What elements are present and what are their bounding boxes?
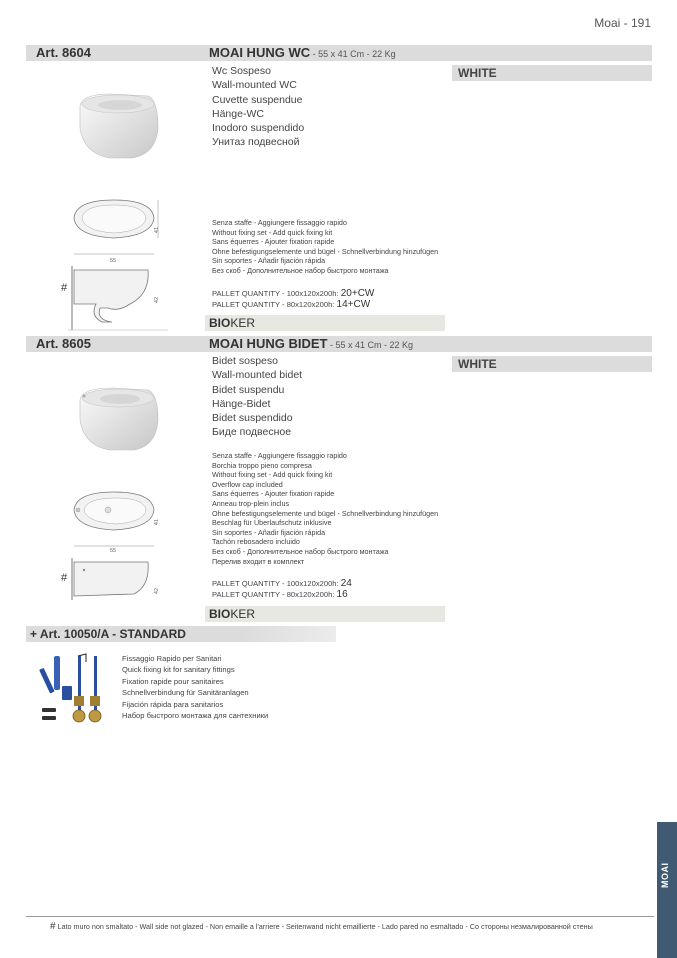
dimension-width-label: 55 (110, 258, 117, 264)
section-side-tab: MOAI (657, 822, 677, 958)
bidet-top-view-drawing (68, 484, 168, 559)
footer-note: # Lato muro non smaltato - Wall side not glazed - Non emaille a l'arriere - Seitenwand nicht emaillierte - Lado pared no esmaltado - Со стороны незмалированной стены (50, 921, 593, 932)
bidet-side-view-drawing (68, 556, 168, 606)
unglazed-marker: # (61, 282, 68, 294)
finish-label: WHITE (452, 65, 652, 81)
product-names: Wc Sospeso Wall-mounted WC Cuvette suspendue Hänge-WC Inodoro suspendido Унитаз подвесной (212, 65, 305, 149)
brand-label: BIOKER (205, 315, 445, 331)
bidet-product-image (72, 380, 172, 455)
finish-label: WHITE (452, 356, 652, 372)
brand-label: BIOKER (205, 606, 445, 622)
quick-fixing-kit-image (38, 650, 118, 728)
accessory-title: + Art. 10050/A - STANDARD (30, 627, 186, 641)
article-number: Art. 8604 (26, 45, 211, 61)
footer-divider (26, 916, 654, 917)
page-number: Moai - 191 (594, 16, 651, 30)
dimension-width-label: 55 (110, 548, 117, 554)
fixing-notes: Senza staffe - Aggiungere fissaggio rapido Without fixing set - Add quick fixing kit Sans équerres - Ajouter fixation rapide Ohne befestigungselemente und bügel - Schnellverbindung hinzufügen Sin soportes - Añadir fijación rápida Без скоб - Дополнительное набор быстрого монтажа (212, 218, 439, 275)
dimension-depth-label: 41 (154, 226, 161, 234)
product-dimensions: - 55 x 41 Cm - 22 Kg (310, 49, 396, 59)
fixing-notes: Senza staffe - Aggiungere fissaggio rapido Borchia troppo pieno compresa Without fixing set - Add quick fixing kit Overflow cap included Sans équerres - Ajouter fixation rapide Anneau trop-plein inclus Ohne befestigungselemente und bügel - Schnellverbindung hinzufügen Beschlag für Überlaufschutz inklusive Sin soportes - Añadir fijación rápida Tachón rebosadero incluido Без скоб - Дополнительное набор быстрого монтажа Перелив входит в комплект (212, 451, 439, 566)
product-names: Bidet sospeso Wall-mounted bidet Bidet suspendu Hänge-Bidet Bidet suspendido Биде подвесное (212, 355, 303, 439)
unglazed-marker: # (61, 572, 68, 584)
accessory-description: Fissaggio Rapido per Sanitari Quick fixing kit for sanitary fittings Fixation rapide pour sanitaires Schnellverbindung für Sanitäranlagen Fijación rápida para sanitarios Набор быстрого монтажа для сантехники (122, 654, 269, 721)
product-dimensions: - 55 x 41 Cm - 22 Kg (327, 340, 413, 350)
pallet-quantities: PALLET QUANTITY - 100x120x200h: 20+CW PALLET QUANTITY - 80x120x200h: 14+CW (212, 288, 375, 310)
product-title: MOAI HUNG BIDET - 55 x 41 Cm - 22 Kg (205, 336, 652, 352)
dimension-height-label: 42 (154, 587, 161, 595)
wc-product-image (70, 88, 170, 163)
wc-side-view-drawing (68, 264, 168, 334)
article-number: Art. 8605 (26, 336, 211, 352)
dimension-height-label: 42 (154, 296, 161, 304)
dimension-depth-label: 41 (154, 518, 161, 526)
pallet-quantities: PALLET QUANTITY - 100x120x200h: 24 PALLET QUANTITY - 80x120x200h: 16 (212, 578, 352, 600)
product-title: MOAI HUNG WC - 55 x 41 Cm - 22 Kg (205, 45, 652, 61)
wc-top-view-drawing (68, 192, 168, 272)
